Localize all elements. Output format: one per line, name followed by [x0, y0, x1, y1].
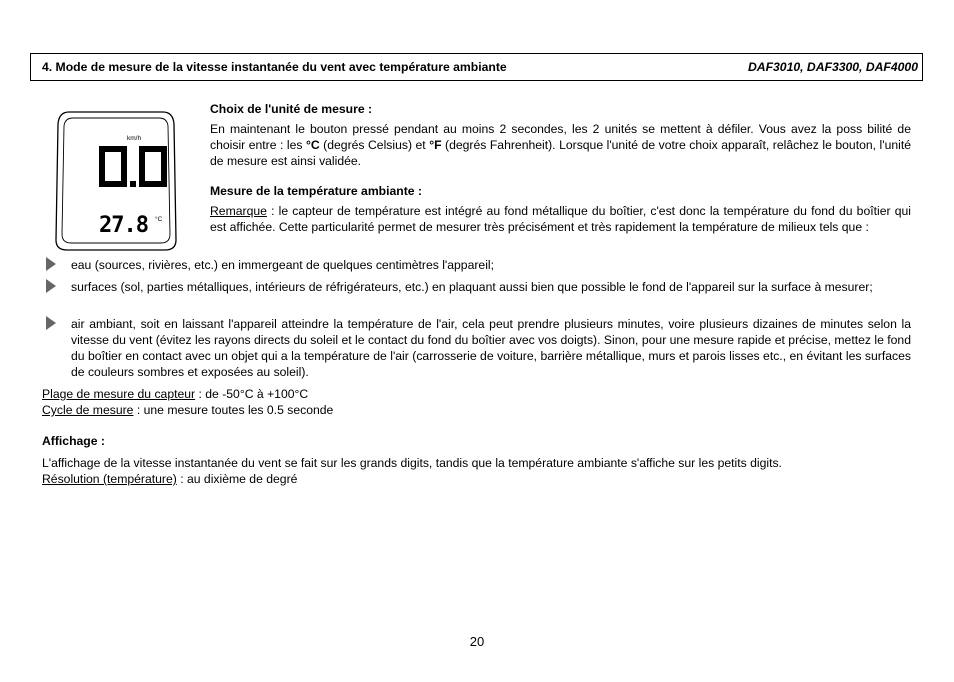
remark-label: Remarque: [210, 204, 267, 218]
lcd-unit-label: km/h: [127, 135, 142, 142]
bullet-arrow-icon: [45, 257, 57, 271]
bullet-arrow-icon: [45, 316, 57, 330]
temperature-heading: Mesure de la température ambiante :: [210, 184, 422, 198]
resolution-line: Résolution (température) : au dixième de degré: [42, 472, 298, 486]
section-header: [30, 53, 923, 81]
bullet-item-surfaces: surfaces (sol, parties métalliques, intérieurs de réfrigérateurs, etc.) en plaquant aussi bien que possible le fond de l'appareil sur la surface à mesurer;: [71, 280, 873, 294]
temperature-section: [210, 183, 911, 235]
lcd-big-digit-1: [99, 146, 127, 187]
range-line: Plage de mesure du capteur : de -50°C à +100°C: [42, 387, 309, 401]
celsius-symbol: °C: [305, 138, 320, 152]
lcd-big-digit-2: [139, 146, 167, 187]
unit-choice-paragraph: En maintenant le bouton pressé pendant au moins 2 secondes, les 2 unités se mettent à défiler. Vous avez la poss bilité de choisir entre : les °C (degrés Celsius) et °F (degrés Fahrenheit). Lorsque l'unité de votre choix apparaît, relâchez le bouton, l'unité de mesure est ainsi validée.: [210, 122, 911, 168]
display-heading: Affichage :: [42, 434, 105, 448]
bullet-item-water: eau (sources, rivières, etc.) en immergeant de quelques centimètres l'appareil;: [71, 258, 494, 272]
lcd-temperature-unit: °C: [155, 216, 163, 223]
display-paragraph: L'affichage de la vitesse instantanée du vent se fait sur les grands digits, tandis que la température ambiante s'affiche sur les petits digits.: [42, 456, 782, 470]
cycle-line: Cycle de mesure : une mesure toutes les 0.5 seconde: [42, 403, 334, 417]
lcd-temperature-value: 27.8: [99, 213, 148, 238]
fahrenheit-symbol: °F: [429, 138, 442, 152]
lcd-decimal-point: [130, 181, 136, 187]
remark-paragraph: Remarque : le capteur de température est intégré au fond métallique du boîtier, c'est donc la température du fond du boîtier qui est affichée. Cette particularité permet de mesurer très précisément et très rapidement la température de milieux tels que :: [210, 204, 911, 234]
unit-choice-heading: Choix de l'unité de mesure :: [210, 102, 373, 116]
page-number: 20: [469, 634, 485, 649]
lcd-display-illustration: [55, 110, 177, 252]
model-list: DAF3010, DAF3300, DAF4000: [747, 60, 918, 74]
bullet-item-air: air ambiant, soit en laissant l'appareil atteindre la température de l'air, cela peut prendre plusieurs minutes, voire plusieurs dizaines de minutes selon la vitesse du vent (évitez les rayons directs du soleil et le contact du fond du boîtier avec vos doigts). Sinon, pour une mesure rapide et précise, mettez le fond du boîtier en contact avec un objet qui a la température de l'air (carrosserie de voiture, barrière métallique, murs et parois lisses etc., en évitant les surfaces de couleurs sombres et exposées au soleil).: [71, 317, 911, 379]
display-section: [42, 433, 912, 487]
specs-section: [42, 386, 912, 418]
bullet-arrow-icon: [45, 279, 57, 293]
section-title: 4. Mode de mesure de la vitesse instantanée du vent avec température ambiante: [42, 60, 507, 74]
unit-choice-section: [210, 101, 911, 169]
